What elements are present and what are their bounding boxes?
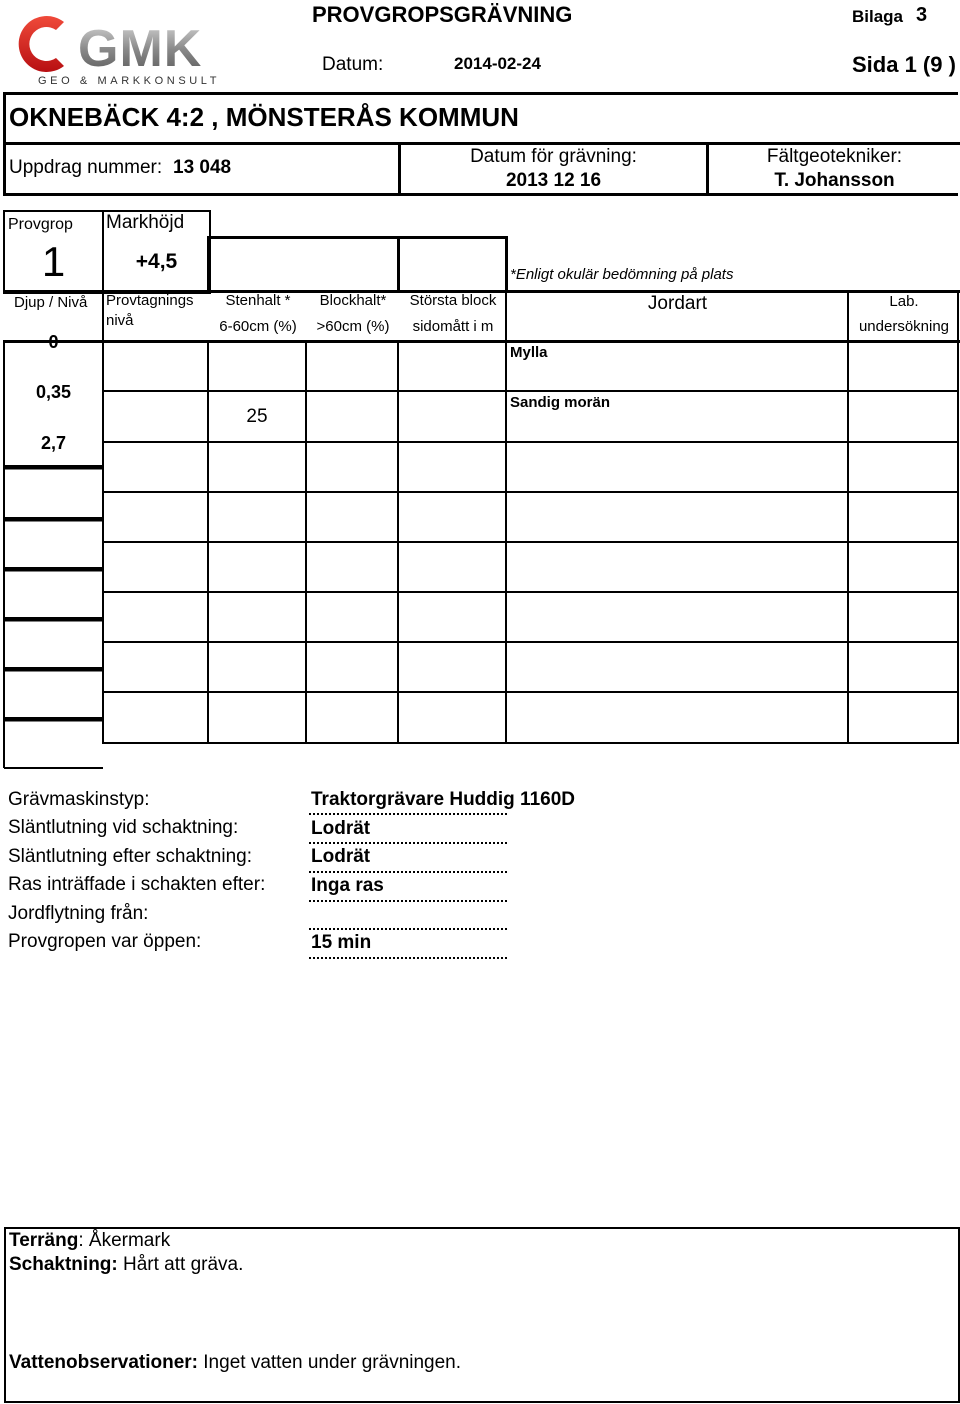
- soil-layer-1: Mylla: [510, 344, 548, 361]
- grav-date-value: 2013 12 16: [505, 170, 602, 191]
- col-jordart: Jordart: [647, 293, 708, 314]
- page-indicator: Sida 1 (9 ): [852, 52, 956, 77]
- detail-label: Jordflytning från:: [8, 903, 149, 924]
- detail-value: 15 min: [311, 932, 372, 953]
- datum-label: Datum:: [322, 54, 384, 75]
- col-lab-l1: Lab.: [889, 293, 919, 310]
- detail-value: Inga ras: [311, 875, 384, 896]
- vatten-value: Inget vatten under grävningen.: [198, 1352, 462, 1373]
- geotekniker-value: T. Johansson: [774, 170, 895, 191]
- document-title: PROVGROPSGRÄVNING: [312, 2, 573, 27]
- col-stenhalt-l2: 6-60cm (%): [219, 318, 297, 335]
- col-djup: Djup / Nivå: [14, 294, 88, 311]
- schaktning-value: Hårt att gräva.: [117, 1254, 244, 1275]
- vatten-line: [9, 1352, 461, 1374]
- estimation-note: *Enligt okulär bedömning på plats: [510, 266, 734, 283]
- col-lab-l2: undersökning: [858, 318, 950, 335]
- detail-value: Traktorgrävare Huddig 1160D: [311, 789, 575, 810]
- col-provtagning-l1: Provtagnings: [106, 292, 194, 309]
- grav-date-label: Datum för grävning:: [470, 146, 637, 167]
- bilaga-label: Bilaga: [852, 7, 904, 26]
- col-provtagning-l2: nivå: [106, 312, 134, 329]
- col-blockhalt-l2: >60cm (%): [316, 318, 390, 335]
- detail-label: Släntlutning vid schaktning:: [8, 817, 239, 838]
- geotekniker-label: Fältgeotekniker:: [766, 146, 903, 167]
- terrang-label: Terräng: [9, 1230, 79, 1251]
- stenhalt-value: 25: [246, 406, 268, 427]
- detail-value: Lodrät: [311, 846, 371, 867]
- depth-0: 0: [48, 332, 59, 352]
- provgrop-value: 1: [41, 238, 66, 285]
- terrang-value: : Åkermark: [78, 1230, 171, 1251]
- markhojd-label: Markhöjd: [106, 212, 185, 233]
- schaktning-label: Schaktning:: [9, 1254, 118, 1275]
- project-name: OKNEBÄCK 4:2 , MÖNSTERÅS KOMMUN: [9, 102, 519, 132]
- detail-label: Provgropen var öppen:: [8, 931, 202, 952]
- col-storsta-l1: Största block: [409, 292, 497, 309]
- depth-1: 0,35: [35, 382, 72, 402]
- detail-label: Släntlutning efter schaktning:: [8, 846, 252, 867]
- logo-subtitle: GEO & MARKKONSULT: [38, 75, 221, 87]
- detail-label: Ras inträffade i schakten efter:: [8, 874, 266, 895]
- detail-label: Grävmaskinstyp:: [8, 789, 150, 810]
- depth-2: 2,7: [40, 433, 67, 453]
- uppdrag-label: Uppdrag nummer:: [9, 157, 163, 178]
- detail-value: Lodrät: [311, 818, 371, 839]
- svg-text:GMK: GMK: [78, 20, 203, 78]
- col-stenhalt-l1: Stenhalt *: [225, 292, 291, 309]
- schaktning-line: [9, 1254, 243, 1276]
- col-storsta-l2: sidomått i m: [412, 318, 494, 335]
- col-blockhalt-l1: Blockhalt*: [319, 292, 387, 309]
- soil-layer-2: Sandig morän: [510, 394, 611, 411]
- terrang-line: [9, 1230, 170, 1252]
- vatten-label: Vattenobservationer:: [9, 1352, 198, 1373]
- markhojd-value: +4,5: [135, 250, 178, 273]
- uppdrag-value: 13 048: [173, 157, 232, 178]
- bilaga-number: 3: [916, 4, 928, 26]
- provgrop-label: Provgrop: [8, 216, 73, 233]
- datum-value: 2014-02-24: [454, 54, 541, 73]
